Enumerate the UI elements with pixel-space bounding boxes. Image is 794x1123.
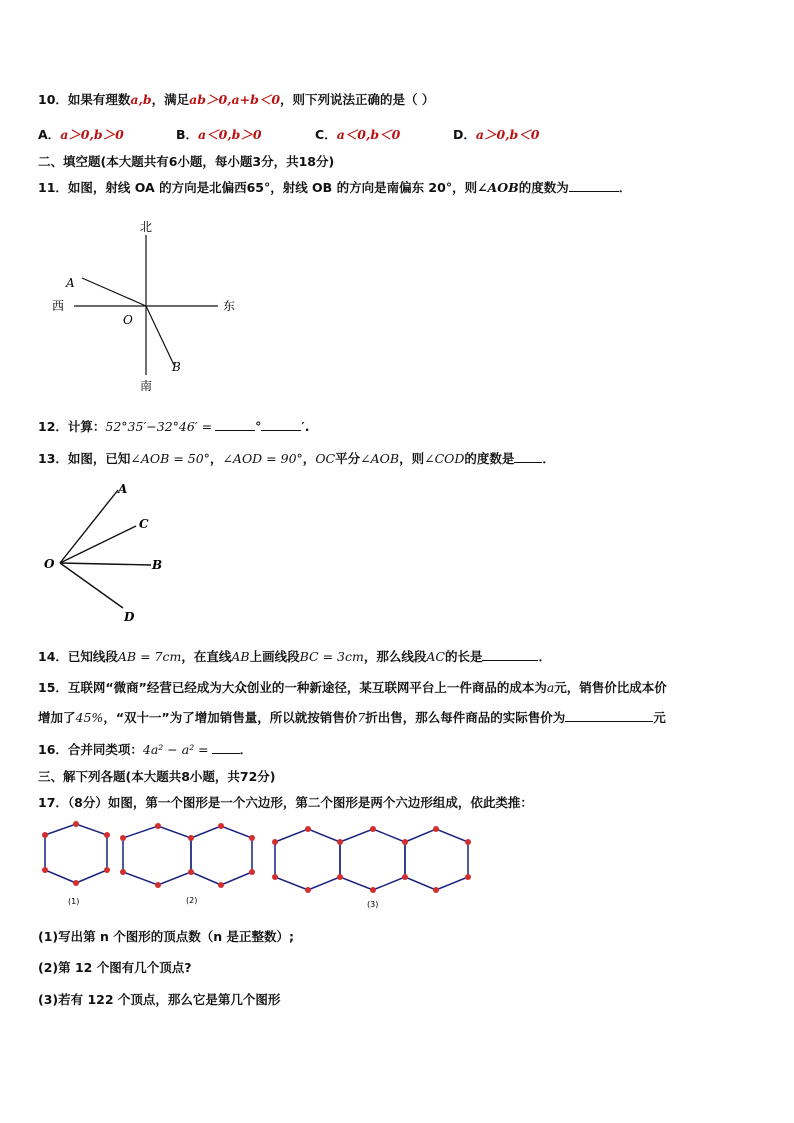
q13-angle-aod: ∠AOD = 90° <box>222 451 303 466</box>
q15-line2-mid: ，“双十一”为了增加销售量，所以就按销售价 <box>103 710 358 725</box>
q14-mid3: ，那么线段 <box>363 649 427 664</box>
q11-text-post: 的度数为 <box>518 180 569 195</box>
q13-angle-aob: ∠AOB = 50° <box>130 451 210 466</box>
q12-minute-blank[interactable] <box>261 418 301 431</box>
point-o-label: O <box>123 313 133 327</box>
q15-percent: 45% <box>75 710 104 725</box>
ray-oa <box>82 278 146 306</box>
q13-angle-aob-2: ∠AOB <box>360 451 400 466</box>
q14-end: ． <box>538 649 551 664</box>
point-a-label: A <box>118 482 128 496</box>
q13-text-pre: 13．如图，已知 <box>38 451 131 466</box>
q16-answer-blank[interactable] <box>212 741 240 754</box>
q11-text-pre: 11．如图，射线 OA 的方向是北偏西65°，射线 OB 的方向是南偏东 20°，则 <box>38 180 478 195</box>
hexagon-figure-3 <box>275 829 468 890</box>
q10-stem-pre: 10．如果有理数 <box>38 92 131 107</box>
ray-oa <box>60 490 118 563</box>
q12-degree-blank[interactable] <box>215 418 255 431</box>
section-3-heading: 三、解下列各题(本大题共8小题，共72分) <box>38 769 276 784</box>
west-label: 西 <box>52 299 65 313</box>
q10-stem-mid: ，满足 <box>151 92 190 107</box>
question-17-stem: 17．（8分）如图，第一个图形是一个六边形，第二个图形是两个六边形组成，依此类推： <box>38 795 533 810</box>
hexagon-figure-2 <box>123 826 252 885</box>
q13-end: ． <box>542 451 555 466</box>
q17-part-1: (1)写出第 n 个图形的顶点数（n 是正整数）; <box>38 929 294 944</box>
figure-2-label: (2) <box>186 896 198 905</box>
point-d-label: D <box>124 610 135 624</box>
q15-unit: 元 <box>653 710 666 725</box>
figure-3-label: (3) <box>367 900 379 909</box>
q10-stem-post: ，则下列说法正确的是（ ） <box>280 92 435 107</box>
q12-degree-symbol: ° <box>255 419 262 434</box>
q14-ab: AB = 7cm <box>117 649 182 664</box>
section-2-heading: 二、填空题(本大题共有6小题，每小题3分，共18分) <box>38 154 335 169</box>
point-o-label: O <box>44 557 55 571</box>
q13-post: 的度数是 <box>464 451 515 466</box>
q10-option-d <box>453 125 539 143</box>
q11-angle: ∠AOB <box>477 180 519 195</box>
q14-post: 的长是 <box>444 649 483 664</box>
question-16-stem <box>38 740 252 758</box>
q15-seven: 7 <box>357 710 366 725</box>
q14-pre: 14．已知线段 <box>38 649 118 664</box>
q17-part-3: (3)若有 122 个顶点，那么它是第几个图形 <box>38 992 281 1007</box>
question-15-line-2 <box>38 708 666 726</box>
ray-od <box>60 563 123 608</box>
q13-angle-figure <box>38 475 178 630</box>
q14-bc: BC = 3cm <box>299 649 364 664</box>
question-11-stem <box>38 178 631 196</box>
q15-answer-blank[interactable] <box>565 709 653 722</box>
q12-text-pre: 12．计算： <box>38 419 106 434</box>
option-label: A． <box>38 127 61 142</box>
question-10-stem <box>38 90 434 108</box>
q13-angle-cod: ∠COD <box>424 451 465 466</box>
q15-line2-post: 折出售，那么每件商品的实际售价为 <box>365 710 566 725</box>
q16-pre: 16．合并同类项： <box>38 742 143 757</box>
question-14-stem <box>38 647 551 665</box>
q10-condition: ab＞0,a+b＜0 <box>189 92 281 107</box>
question-15-line-1 <box>38 678 667 696</box>
q13-mid3: ，则 <box>399 451 425 466</box>
option-label: D． <box>453 127 476 142</box>
q13-mid2: 平分 <box>335 451 361 466</box>
ray-ob <box>60 563 151 565</box>
q17-part-2: (2)第 12 个图有几个顶点? <box>38 960 192 975</box>
q15-line1-post: 元，销售价比成本价 <box>554 680 667 695</box>
north-label: 北 <box>140 220 153 234</box>
option-label: C． <box>315 127 337 142</box>
q12-minute-symbol: ′ <box>301 419 305 434</box>
figure-1-label: (1) <box>68 897 80 906</box>
q10-option-a <box>38 125 124 143</box>
q14-mid: ，在直线 <box>181 649 232 664</box>
q11-text-end: ． <box>618 180 632 195</box>
question-13-stem <box>38 449 555 467</box>
hexagon-figure-1 <box>45 824 107 883</box>
option-math: a＜0,b＞0 <box>198 127 262 142</box>
point-a-label: A <box>66 276 75 290</box>
q15-line2-pre: 增加了 <box>38 710 76 725</box>
q13-answer-blank[interactable] <box>514 450 542 463</box>
q15-a: a <box>546 680 555 695</box>
option-math: a＞0,b＞0 <box>60 127 124 142</box>
q11-answer-blank[interactable] <box>569 179 619 192</box>
q16-expression: 4a² − a² = <box>142 742 209 757</box>
option-math: a＜0,b＜0 <box>336 127 401 142</box>
q14-ac: AC <box>426 649 445 664</box>
q14-answer-blank[interactable] <box>482 648 538 661</box>
q14-mid2: 上画线段 <box>249 649 300 664</box>
point-b-label: B <box>152 558 163 572</box>
question-12-stem <box>38 417 309 435</box>
option-label: B． <box>176 127 199 142</box>
q12-expression: 52°35′−32°46′ = <box>105 419 213 434</box>
east-label: 东 <box>223 299 236 313</box>
q12-end: . <box>304 419 310 434</box>
q11-compass-figure <box>40 215 250 395</box>
q13-sep: ， <box>209 451 223 466</box>
option-math: a＞0,b＜0 <box>475 127 540 142</box>
q17-hexagon-figures <box>38 820 478 915</box>
ray-oc <box>60 526 136 563</box>
ray-ob <box>146 306 174 365</box>
q10-option-c <box>315 125 400 143</box>
q16-end: ． <box>239 742 253 757</box>
south-label: 南 <box>140 379 153 393</box>
point-b-label: B <box>172 360 181 374</box>
q14-ab-2: AB <box>231 649 250 664</box>
q13-oc: OC <box>315 451 336 466</box>
q10-vars: a,b <box>130 92 152 107</box>
q15-line1-pre: 15．互联网“微商”经营已经成为大众创业的一种新途径，某互联网平台上一件商品的成本为 <box>38 680 547 695</box>
q13-mid: ， <box>302 451 316 466</box>
q10-option-b <box>176 125 262 143</box>
point-c-label: C <box>139 517 149 531</box>
